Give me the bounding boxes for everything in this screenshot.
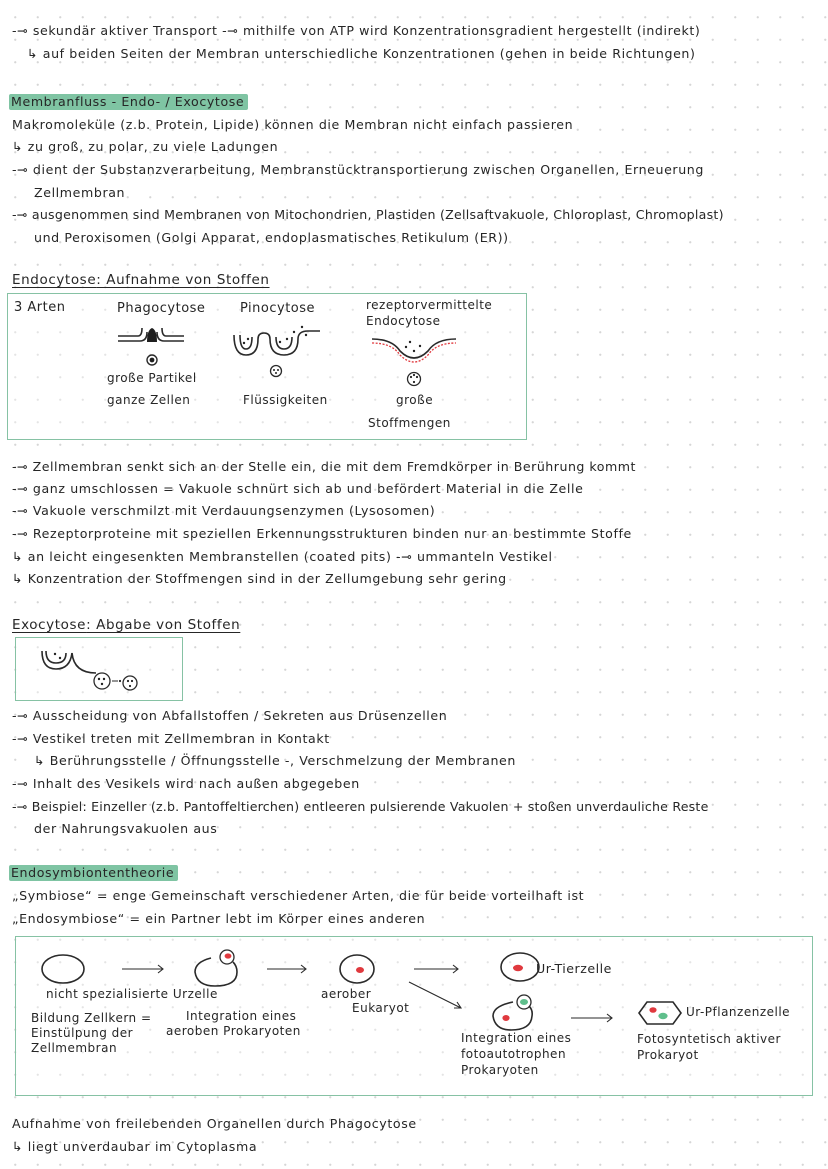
membranfluss-line-1: Makromoleküle (z.b. Protein, Lipide) können die Membran nicht einfach passieren <box>12 117 574 132</box>
endocytose-line-6: ↳ Konzentration der Stoffmengen sind in der Zellumgebung sehr gering <box>12 571 507 586</box>
exocytose-heading-term: Exocytose <box>12 617 87 633</box>
endocytose-line-5: ↳ an leicht eingesenkten Membranstellen (coated pits) -⊸ ummanteln Vestikel <box>12 549 553 564</box>
rezeptor-desc-2: Stoffmengen <box>368 416 451 430</box>
bildung-label-2: Einstülpung der <box>31 1026 134 1040</box>
exocytose-line-4: -⊸ Inhalt des Vesikels wird nach außen abgegeben <box>12 776 360 791</box>
footer-line-1: Aufnahme von freilebenden Organellen durch Phagocytose <box>12 1116 417 1131</box>
membranfluss-heading <box>9 94 248 110</box>
bildung-label-1: Bildung Zellkern = <box>31 1011 152 1025</box>
membranfluss-line-5: -⊸ ausgenommen sind Membranen von Mitochondrien, Plastiden (Zellsaftvakuole, Chloroplast, Chromoplast) <box>12 207 724 222</box>
endosymbiose-definition: „Endosymbiose“ = ein Partner lebt im Körper eines anderen <box>12 911 426 926</box>
membranfluss-line-6: und Peroxisomen (Golgi Apparat, endoplasmatisches Retikulum (ER)) <box>34 230 509 245</box>
exocytose-line-5: -⊸ Beispiel: Einzeller (z.b. Pantoffeltierchen) entleeren pulsierende Vakuolen + stoßen unverdauliche Reste <box>12 799 709 814</box>
endocytose-line-1: -⊸ Zellmembran senkt sich an der Stelle ein, die mit dem Fremdkörper in Berührung kommt <box>12 459 636 474</box>
membranfluss-line-2: ↳ zu groß, zu polar, zu viele Ladungen <box>12 139 279 154</box>
exocytose-line-6: der Nahrungsvakuolen aus <box>34 821 218 836</box>
exocytose-line-1: -⊸ Ausscheidung von Abfallstoffen / Sekreten aus Drüsenzellen <box>12 708 448 723</box>
urzelle-icon <box>42 955 84 983</box>
integration-foto-label-1: Integration eines <box>461 1031 572 1045</box>
phagocytose-label: Phagocytose <box>117 301 206 316</box>
intro-line-1: -⊸ sekundär aktiver Transport -⊸ mithilfe von ATP wird Konzentrationsgradient hergestellt (indirekt) <box>12 23 701 38</box>
exocytose-line-3: ↳ Berührungsstelle / Öffnungsstelle -, Verschmelzung der Membranen <box>34 753 516 768</box>
membranfluss-line-3: -⊸ dient der Substanzverarbeitung, Membranstücktransportierung zwischen Organellen, Erneuerung <box>12 162 704 177</box>
arten-label: 3 Arten <box>14 300 66 315</box>
ur-tierzelle-label: Ur-Tierzelle <box>536 961 612 976</box>
rezeptor-desc-1: große <box>396 393 434 407</box>
membranfluss-line-4: Zellmembran <box>34 185 126 200</box>
aerober-label-2: Eukaryot <box>352 1001 410 1015</box>
footer-line-2: ↳ liegt unverdaubar im Cytoplasma <box>12 1139 258 1154</box>
aerober-label-1: aerober <box>321 987 372 1001</box>
phagocytose-desc-1: große Partikel <box>107 371 197 385</box>
symbiose-definition: „Symbiose“ = enge Gemeinschaft verschiedener Arten, die für beide vorteilhaft ist <box>12 888 585 903</box>
endocytose-heading-term: Endocytose <box>12 272 97 288</box>
endocytose-line-2: -⊸ ganz umschlossen = Vakuole schnürt sich ab und befördert Material in die Zelle <box>12 481 584 496</box>
phagocytose-desc-2: ganze Zellen <box>107 393 191 407</box>
pinocytose-icon <box>232 325 322 385</box>
engulfing-chloroplast-cell-icon <box>493 1002 532 1030</box>
exocytose-line-2: -⊸ Vestikel treten mit Zellmembran in Kontakt <box>12 731 330 746</box>
rezeptor-label-2: Endocytose <box>366 314 441 328</box>
ur-pflanzenzelle-label: Ur-Pflanzenzelle <box>686 1005 791 1019</box>
endocytose-heading-rest: : Aufnahme von Stoffen <box>96 272 270 288</box>
ur-pflanzenzelle-icon <box>639 1002 681 1024</box>
integration-foto-label-3: Prokaryoten <box>461 1063 539 1077</box>
pinocytose-desc: Flüssigkeiten <box>243 393 328 407</box>
integration-foto-label-2: fotoautotrophen <box>461 1047 567 1061</box>
rezeptor-icon <box>370 333 460 393</box>
fotosyntetisch-label-1: Fotosyntetisch aktiver <box>637 1032 781 1046</box>
endocytose-heading <box>12 272 270 288</box>
fotosyntetisch-label-2: Prokaryot <box>637 1048 699 1062</box>
integration-aerob-label-2: aeroben Prokaryoten <box>166 1024 301 1038</box>
membranfluss-heading-text: Membranfluss - Endo- / Exocytose <box>9 94 248 110</box>
nicht-spezialisiert-label: nicht spezialisierte Urzelle <box>46 987 218 1001</box>
exocytose-icon <box>38 643 148 693</box>
endosymbionten-heading-text: Endosymbiontentheorie <box>9 865 178 881</box>
intro-line-2: ↳ auf beiden Seiten der Membran unterschiedliche Konzentrationen (gehen in beide Richtungen) <box>27 46 696 61</box>
bildung-label-3: Zellmembran <box>31 1041 118 1055</box>
pinocytose-label: Pinocytose <box>240 301 316 316</box>
endocytose-line-3: -⊸ Vakuole verschmilzt mit Verdauungsenzymen (Lysosomen) <box>12 503 436 518</box>
integration-aerob-label-1: Integration eines <box>186 1009 297 1023</box>
exocytose-heading-rest: : Abgabe von Stoffen <box>86 617 241 633</box>
exocytose-heading <box>12 617 240 633</box>
phagocytose-icon <box>116 320 186 370</box>
endocytose-line-4: -⊸ Rezeptorproteine mit speziellen Erkennungsstrukturen binden nur an bestimmte Stoffe <box>12 526 632 541</box>
endosymbionten-heading <box>9 865 178 881</box>
rezeptor-label-1: rezeptorvermittelte <box>366 298 493 312</box>
